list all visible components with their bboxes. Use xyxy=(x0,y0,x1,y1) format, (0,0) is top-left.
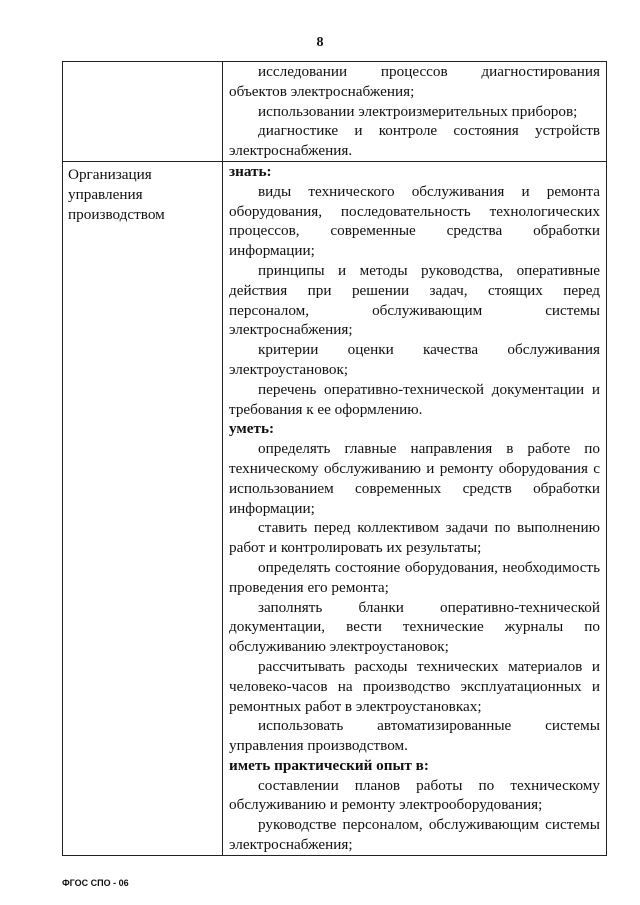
list-item: определять главные направления в работе по техническому обслуживанию и ремонту оборудования с использованием современных средств обработки информации; xyxy=(229,440,600,517)
list-item: использовать автоматизированные системы управления производством. xyxy=(229,717,600,755)
able-heading: уметь: xyxy=(229,420,275,438)
page-number: 8 xyxy=(316,35,324,50)
list-item: принципы и методы руководства, оперативные действия при решении задач, стоящих перед персоналом, обслуживающим системы электроснабжения; xyxy=(229,261,600,339)
list-item: рассчитывать расходы технических материалов и человеко-часов на производство эксплуатационных и ремонтных работ в электроустановках; xyxy=(229,657,600,715)
list-item: руководстве персоналом, обслуживающим системы электроснабжения; xyxy=(229,816,600,854)
table-row xyxy=(63,62,607,162)
footer-label: ФГОС СПО - 06 xyxy=(62,878,129,888)
list-item: использовании электроизмерительных приборов; xyxy=(258,102,578,120)
list-item: диагностике и контроле состояния устройств электроснабжения. xyxy=(229,122,600,160)
competency-table xyxy=(62,61,607,856)
left-cell-empty xyxy=(63,62,223,162)
section-title: Организация управления производством xyxy=(63,161,223,855)
list-item: ставить перед коллективом задачи по выполнению работ и контролировать их результаты; xyxy=(229,519,600,557)
know-heading: знать: xyxy=(229,162,272,180)
right-cell xyxy=(223,62,607,162)
list-item: виды технического обслуживания и ремонта оборудования, последовательность технологических процессов, современные средства обработки информации; xyxy=(229,182,600,260)
list-item: определять состояние оборудования, необходимость проведения его ремонта; xyxy=(229,558,600,596)
list-item: перечень оперативно-технической документации и требования к ее оформлению. xyxy=(229,380,600,418)
table-row xyxy=(63,161,607,855)
right-cell xyxy=(223,161,607,855)
list-item: составлении планов работы по техническому обслуживанию и ремонту электрооборудования; xyxy=(229,776,600,814)
list-item: исследовании процессов диагностирования объектов электроснабжения; xyxy=(229,63,600,100)
list-item: критерии оценки качества обслуживания электроустановок; xyxy=(229,341,600,378)
experience-heading: иметь практический опыт в: xyxy=(229,756,429,774)
list-item: заполнять бланки оперативно-технической документации, вести технические журналы по обслуживанию электроустановок; xyxy=(229,598,600,656)
